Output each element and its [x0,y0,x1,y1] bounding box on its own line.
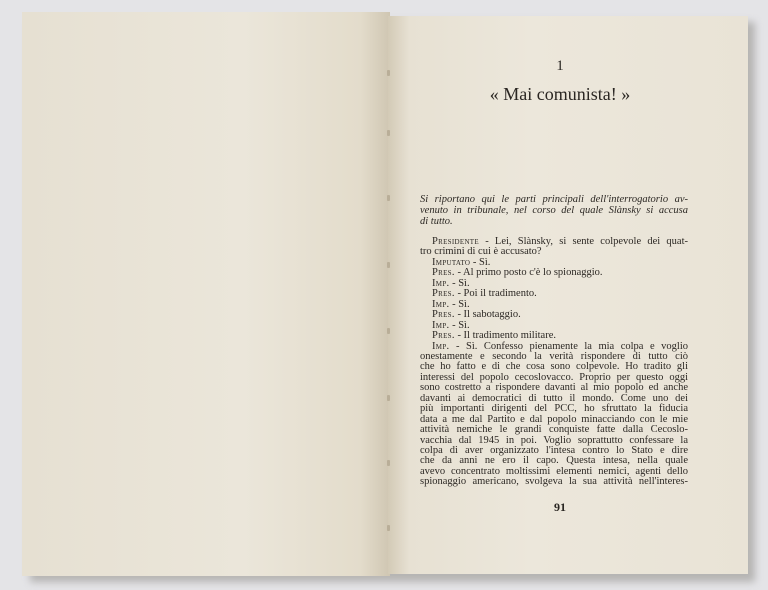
dialogue-text: onestamente e secondo la verità rispondere di tutto ciò [420,350,688,362]
speaker-label: Pres. [432,309,455,321]
dialogue-line [432,289,688,299]
speaker-label: Pres. [432,330,455,342]
left-page-blank [22,12,390,576]
stitch-mark [387,460,390,466]
dialogue-line [420,477,688,487]
dialogue-text: - Sì. [470,256,491,268]
stitch-mark [387,328,390,334]
dialogue-text: - Sì. [449,298,470,310]
dialogue-text: spionaggio americano, svolgeva la sua attività nell'interes- [420,476,688,488]
speaker-label: Imp. [432,277,450,289]
dialogue-text: attività nemiche le grandi conquiste fatte dalla Cecoslo- [420,424,688,436]
speaker-label: Pres. [432,288,455,300]
speaker-label: Imp. [432,298,450,310]
stitch-mark [387,395,390,401]
dialogue-text: - Poi il tradimento. [454,288,537,300]
speaker-label: Imp. [432,319,450,331]
speaker-label: Imp. [432,340,450,352]
dialogue-text: - Sì. [449,277,470,289]
speaker-label: Presidente [432,236,479,247]
dialogue-text: - Lei, Slànsky, si sente colpevole dei quat- [478,236,688,247]
dialogue-line [432,268,688,278]
dialogue-text: più importanti dirigenti del PCC, ho sfruttato la fiducia [420,403,688,415]
dialogue-text: - Il sabotaggio. [454,309,521,321]
dialogue-text: data a me dal Partito e dal popolo minacciando con le mie [420,413,688,425]
dialogue-text: davanti ai democratici di tutto il mondo. Come uno dei [420,392,688,404]
intro-line: venuto in tribunale, nel corso del quale Slànsky si accusa [420,205,688,216]
dialogue-text: - Il tradimento militare. [454,330,556,342]
dialogue-text: sono costretto a rispondere davanti al mio popolo ed anche [420,382,688,394]
dialogue-text: interessi del popolo cecoslovacco. Proprio per questo oggi [420,371,688,383]
intro-line: di tutto. [420,216,453,227]
dialogue-text: - Sì. Confesso pienamente la mia colpa e voglio [449,340,688,352]
dialogue-line [432,310,688,320]
dialogue-text: che ho fatto e di che cosa sono colpevole. Ho tradito gli [420,361,688,373]
stitch-mark [387,525,390,531]
dialogue-text: colpa di aver organizzato l'intesa contro lo Stato e dire [420,445,688,456]
stitch-mark [387,262,390,268]
page-number: 91 [554,500,566,514]
chapter-title: « Mai comunista! » [489,84,631,104]
intro-line: Si riportano qui le parti principali dell'interrogatorio av- [420,194,688,205]
dialogue-text: - Sì. [449,319,470,331]
dialogue-text: avevo concentrato moltissimi elementi nemici, agenti dello [420,465,688,477]
stitch-mark [387,130,390,136]
chapter-number: 1 [556,58,564,74]
dialogue-text: - Al primo posto c'è lo spionaggio. [454,267,603,279]
speaker-label: Pres. [432,267,455,279]
speaker-label: Imputato [432,256,471,268]
dialogue-text: vacchia dal 1945 in poi. Voglio soprattutto confessare la [420,434,688,446]
dialogue-text: tro crimini di cui è accusato? [420,246,542,258]
dialogue-text: che da anni ne ero il capo. Questa intesa, nella quale [420,455,688,467]
stitch-mark [387,195,390,201]
stitch-mark [387,70,390,76]
